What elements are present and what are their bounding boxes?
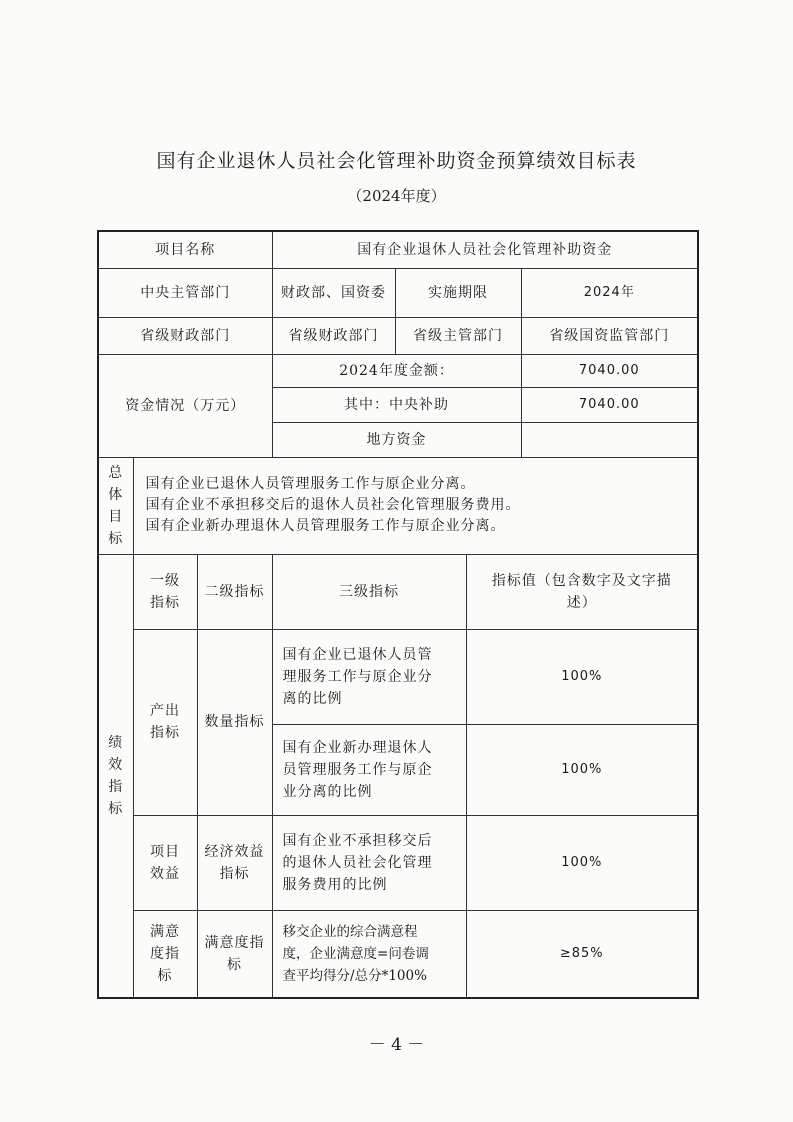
output-level2: 数量指标 bbox=[197, 629, 272, 815]
row-project-name bbox=[98, 231, 698, 268]
row-indicator-headers bbox=[98, 554, 698, 629]
local-funds-value bbox=[521, 422, 698, 457]
benefit-level3: 国有企业不承担移交后 的退休人员社会化管理 服务费用的比例 bbox=[272, 815, 466, 910]
satisfaction-level1: 满意 度指 标 bbox=[133, 910, 197, 998]
document-title: 国有企业退休人员社会化管理补助资金预算绩效目标表 bbox=[156, 150, 637, 172]
prov-dept-label: 省级主管部门 bbox=[395, 317, 521, 354]
benefit-level2: 经济效益 指标 bbox=[197, 815, 272, 910]
period-value: 2024年 bbox=[521, 268, 698, 317]
project-name-label: 项目名称 bbox=[98, 231, 272, 268]
row-benefit bbox=[98, 815, 698, 910]
overall-goals bbox=[133, 457, 698, 554]
satisfaction-level3: 移交企业的综合满意程 度，企业满意度=问卷调 查平均得分/总分*100% bbox=[272, 910, 466, 998]
central-dept-value: 财政部、国资委 bbox=[272, 268, 395, 317]
header-level2: 二级指标 bbox=[197, 554, 272, 629]
document-subtitle: （2024年度） bbox=[347, 187, 446, 205]
row-central-dept bbox=[98, 268, 698, 317]
header-value: 指标值（包含数字及文字描 述） bbox=[466, 554, 698, 629]
goal-item: 国有企业已退休人员管理服务工作与原企业分离。 bbox=[145, 476, 476, 492]
prov-dept-value: 省级国资监管部门 bbox=[521, 317, 698, 354]
row-output-1 bbox=[98, 629, 698, 724]
output-value: 100% bbox=[466, 629, 698, 724]
period-label: 实施期限 bbox=[395, 268, 521, 317]
row-provincial bbox=[98, 317, 698, 354]
prov-finance-label: 省级财政部门 bbox=[98, 317, 272, 354]
central-dept-label: 中央主管部门 bbox=[98, 268, 272, 317]
benefit-value: 100% bbox=[466, 815, 698, 910]
output-level3: 国有企业新办理退休人 员管理服务工作与原企 业分离的比例 bbox=[272, 724, 466, 815]
performance-table bbox=[97, 230, 699, 999]
prov-finance-value: 省级财政部门 bbox=[272, 317, 395, 354]
output-level1: 产出 指标 bbox=[133, 629, 197, 815]
goal-item: 国有企业不承担移交后的退休人员社会化管理服务费用。 bbox=[145, 497, 521, 513]
header-level1: 一级 指标 bbox=[133, 554, 197, 629]
funds-label: 资金情况（万元） bbox=[98, 354, 272, 457]
amount-label: 2024年度金额： bbox=[272, 354, 521, 387]
output-value: 100% bbox=[466, 724, 698, 815]
amount-value: 7040.00 bbox=[521, 354, 698, 387]
row-satisfaction bbox=[98, 910, 698, 998]
page-number: － 4 － bbox=[368, 1035, 425, 1055]
perf-indicator-label: 绩 效 指 标 bbox=[98, 554, 133, 998]
benefit-level1: 项目 效益 bbox=[133, 815, 197, 910]
row-overall-goals bbox=[98, 457, 698, 554]
satisfaction-level2: 满意度指 标 bbox=[197, 910, 272, 998]
output-level3: 国有企业已退休人员管 理服务工作与原企业分 离的比例 bbox=[272, 629, 466, 724]
header-level3: 三级指标 bbox=[272, 554, 466, 629]
project-name-value: 国有企业退休人员社会化管理补助资金 bbox=[272, 231, 698, 268]
local-funds-label: 地方资金 bbox=[272, 422, 521, 457]
satisfaction-value: ≥85% bbox=[466, 910, 698, 998]
overall-goal-label: 总 体 目 标 bbox=[98, 457, 133, 554]
central-subsidy-label: 其中：中央补助 bbox=[272, 387, 521, 422]
goal-item: 国有企业新办理退休人员管理服务工作与原企业分离。 bbox=[145, 518, 506, 534]
row-funds-amount bbox=[98, 354, 698, 387]
central-subsidy-value: 7040.00 bbox=[521, 387, 698, 422]
